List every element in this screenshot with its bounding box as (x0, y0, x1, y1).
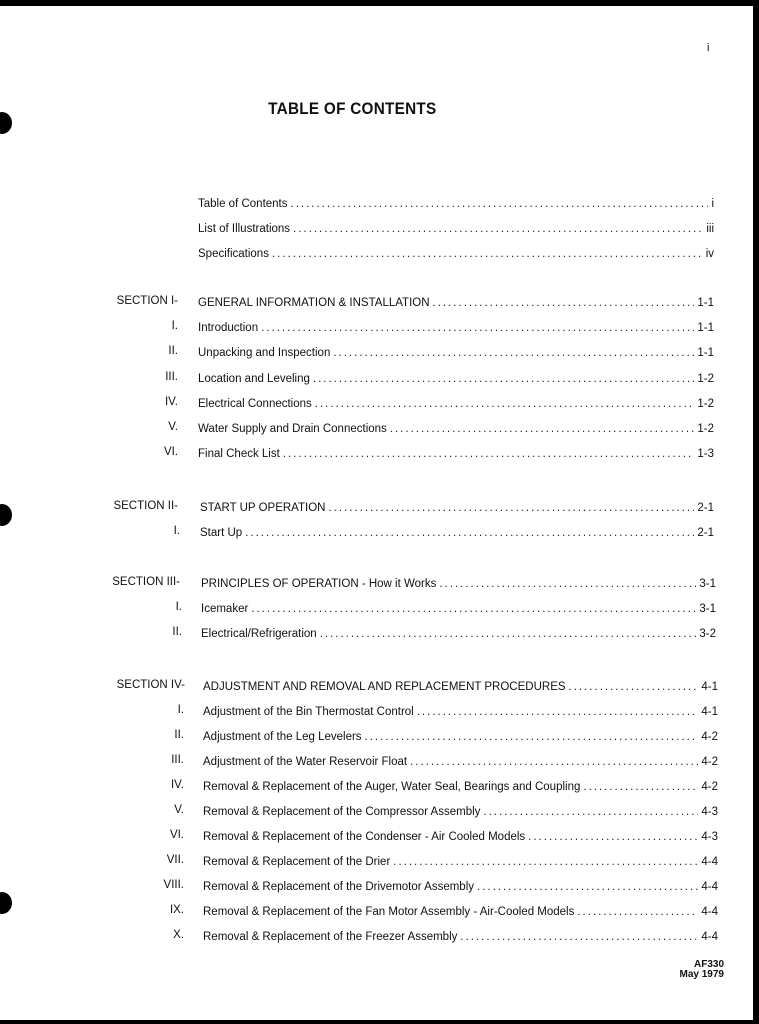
toc-page: i (711, 198, 714, 210)
document-code: AF330 (693, 959, 724, 970)
toc-label: Electrical/Refrigeration (201, 628, 317, 640)
toc-page: 3-1 (699, 603, 716, 615)
item-number: I. (177, 704, 184, 716)
leader-dots (328, 502, 694, 514)
toc-page: 4-1 (701, 681, 718, 693)
toc-row[interactable] (198, 419, 714, 435)
toc-label: Start Up (200, 527, 243, 539)
toc-row[interactable] (203, 777, 718, 793)
leader-dots (320, 628, 697, 640)
leader-dots (477, 881, 698, 893)
toc-label: GENERAL INFORMATION & INSTALLATION (198, 297, 430, 309)
toc-page: 4-4 (701, 856, 718, 868)
toc-row[interactable] (198, 244, 714, 260)
toc-page: 1-2 (697, 398, 714, 410)
toc-label: Icemaker (201, 603, 249, 615)
toc-label: Removal & Replacement of the Condenser - Air Cooled Models (203, 831, 526, 843)
leader-dots (433, 297, 695, 309)
toc-row[interactable] (203, 802, 718, 818)
toc-row[interactable] (200, 523, 714, 539)
toc-row[interactable] (203, 927, 718, 943)
toc-label: Location and Leveling (198, 373, 310, 385)
section-lead: SECTION II- (113, 500, 178, 512)
toc-row[interactable] (198, 318, 714, 334)
document-page (0, 6, 753, 1020)
leader-dots (569, 681, 699, 693)
toc-label: Introduction (198, 322, 259, 334)
item-number: I. (173, 525, 180, 537)
item-number: VI. (163, 446, 178, 458)
toc-label: Final Check List (198, 448, 280, 460)
page-number: i (707, 42, 710, 54)
leader-dots (583, 781, 698, 793)
toc-row[interactable] (203, 902, 718, 918)
toc-page: 3-2 (699, 628, 716, 640)
toc-row[interactable] (198, 343, 714, 359)
toc-page: 4-3 (701, 831, 718, 843)
item-number: I. (175, 601, 182, 613)
toc-label: PRINCIPLES OF OPERATION - How it Works (201, 578, 437, 590)
toc-page: 1-2 (697, 373, 714, 385)
leader-dots (417, 706, 699, 718)
leader-dots (245, 527, 694, 539)
leader-dots (365, 731, 699, 743)
toc-label: START UP OPERATION (200, 502, 326, 514)
toc-label: Removal & Replacement of the Drier (203, 856, 391, 868)
leader-dots (483, 806, 698, 818)
item-number: III. (165, 371, 178, 383)
item-number: I. (171, 320, 178, 332)
toc-label: Removal & Replacement of the Compressor Assembly (203, 806, 481, 818)
leader-dots (293, 223, 703, 235)
toc-page: 4-2 (701, 731, 718, 743)
toc-row[interactable] (201, 624, 716, 640)
toc-row[interactable] (198, 194, 714, 210)
item-number: II. (172, 626, 182, 638)
toc-row[interactable] (198, 444, 714, 460)
item-number: X. (173, 929, 184, 941)
toc-row[interactable] (201, 599, 716, 615)
toc-page: 2-1 (697, 527, 714, 539)
toc-page: 4-3 (701, 806, 718, 818)
binder-hole (0, 892, 12, 914)
leader-dots (291, 198, 709, 210)
toc-row[interactable] (203, 827, 718, 843)
leader-dots (439, 578, 696, 590)
toc-page: iv (705, 248, 714, 260)
toc-label: Table of Contents (198, 198, 288, 210)
item-number: V. (174, 804, 184, 816)
toc-label: Adjustment of the Water Reservoir Float (203, 756, 408, 768)
item-number: IX. (169, 904, 184, 916)
toc-page: 4-4 (701, 906, 718, 918)
item-number: VIII. (163, 879, 184, 891)
item-number: IV. (170, 779, 184, 791)
item-number: VI. (169, 829, 184, 841)
toc-label: Removal & Replacement of the Freezer Assembly (203, 931, 458, 943)
item-number: VII. (166, 854, 184, 866)
section-heading[interactable] (200, 498, 714, 514)
toc-label: Unpacking and Inspection (198, 347, 331, 359)
item-number: II. (168, 345, 178, 357)
toc-label: ADJUSTMENT AND REMOVAL AND REPLACEMENT PROCEDURES (203, 681, 566, 693)
toc-row[interactable] (198, 219, 714, 235)
section-heading[interactable] (201, 574, 716, 590)
toc-label: Electrical Connections (198, 398, 312, 410)
toc-label: Specifications (198, 248, 269, 260)
toc-page: 4-2 (701, 756, 718, 768)
leader-dots (283, 448, 695, 460)
document-date: May 1979 (679, 969, 724, 980)
toc-label: Removal & Replacement of the Drivemotor Assembly (203, 881, 474, 893)
item-number: III. (171, 754, 184, 766)
document-footer (660, 960, 724, 980)
toc-page: 1-2 (697, 423, 714, 435)
leader-dots (333, 347, 694, 359)
leader-dots (460, 931, 698, 943)
item-number: V. (168, 421, 178, 433)
item-number: IV. (164, 396, 178, 408)
section-lead: SECTION I- (116, 295, 178, 307)
toc-label: List of Illustrations (198, 223, 291, 235)
toc-page: 4-2 (701, 781, 718, 793)
leader-dots (315, 398, 695, 410)
toc-row[interactable] (203, 702, 718, 718)
toc-page: iii (706, 223, 714, 235)
leader-dots (410, 756, 698, 768)
toc-label: Adjustment of the Leg Levelers (203, 731, 362, 743)
section-heading[interactable] (203, 677, 718, 693)
toc-row[interactable] (203, 852, 718, 868)
binder-hole (0, 504, 12, 526)
section-lead: SECTION III- (112, 576, 180, 588)
leader-dots (390, 423, 695, 435)
leader-dots (393, 856, 698, 868)
toc-page: 4-1 (701, 706, 718, 718)
toc-page: 1-3 (697, 448, 714, 460)
toc-label: Removal & Replacement of the Fan Motor Assembly - Air-Cooled Models (203, 906, 575, 918)
toc-label: Removal & Replacement of the Auger, Water Seal, Bearings and Coupling (203, 781, 581, 793)
toc-page: 4-4 (701, 881, 718, 893)
leader-dots (577, 906, 698, 918)
toc-row[interactable] (198, 394, 714, 410)
toc-page: 4-4 (701, 931, 718, 943)
section-lead: SECTION IV- (116, 679, 185, 691)
toc-page: 2-1 (697, 502, 714, 514)
page-title: TABLE OF CONTENTS (268, 99, 437, 118)
toc-row[interactable] (198, 369, 714, 385)
toc-row[interactable] (203, 877, 718, 893)
toc-page: 1-1 (697, 322, 714, 334)
toc-row[interactable] (203, 752, 718, 768)
toc-page: 3-1 (699, 578, 716, 590)
toc-row[interactable] (203, 727, 718, 743)
section-heading[interactable] (198, 293, 714, 309)
leader-dots (528, 831, 698, 843)
toc-label: Water Supply and Drain Connections (198, 423, 387, 435)
toc-label: Adjustment of the Bin Thermostat Control (203, 706, 414, 718)
toc-page: 1-1 (697, 297, 714, 309)
toc-page: 1-1 (697, 347, 714, 359)
leader-dots (313, 373, 694, 385)
leader-dots (272, 248, 703, 260)
leader-dots (251, 603, 696, 615)
item-number: II. (174, 729, 184, 741)
leader-dots (261, 322, 694, 334)
